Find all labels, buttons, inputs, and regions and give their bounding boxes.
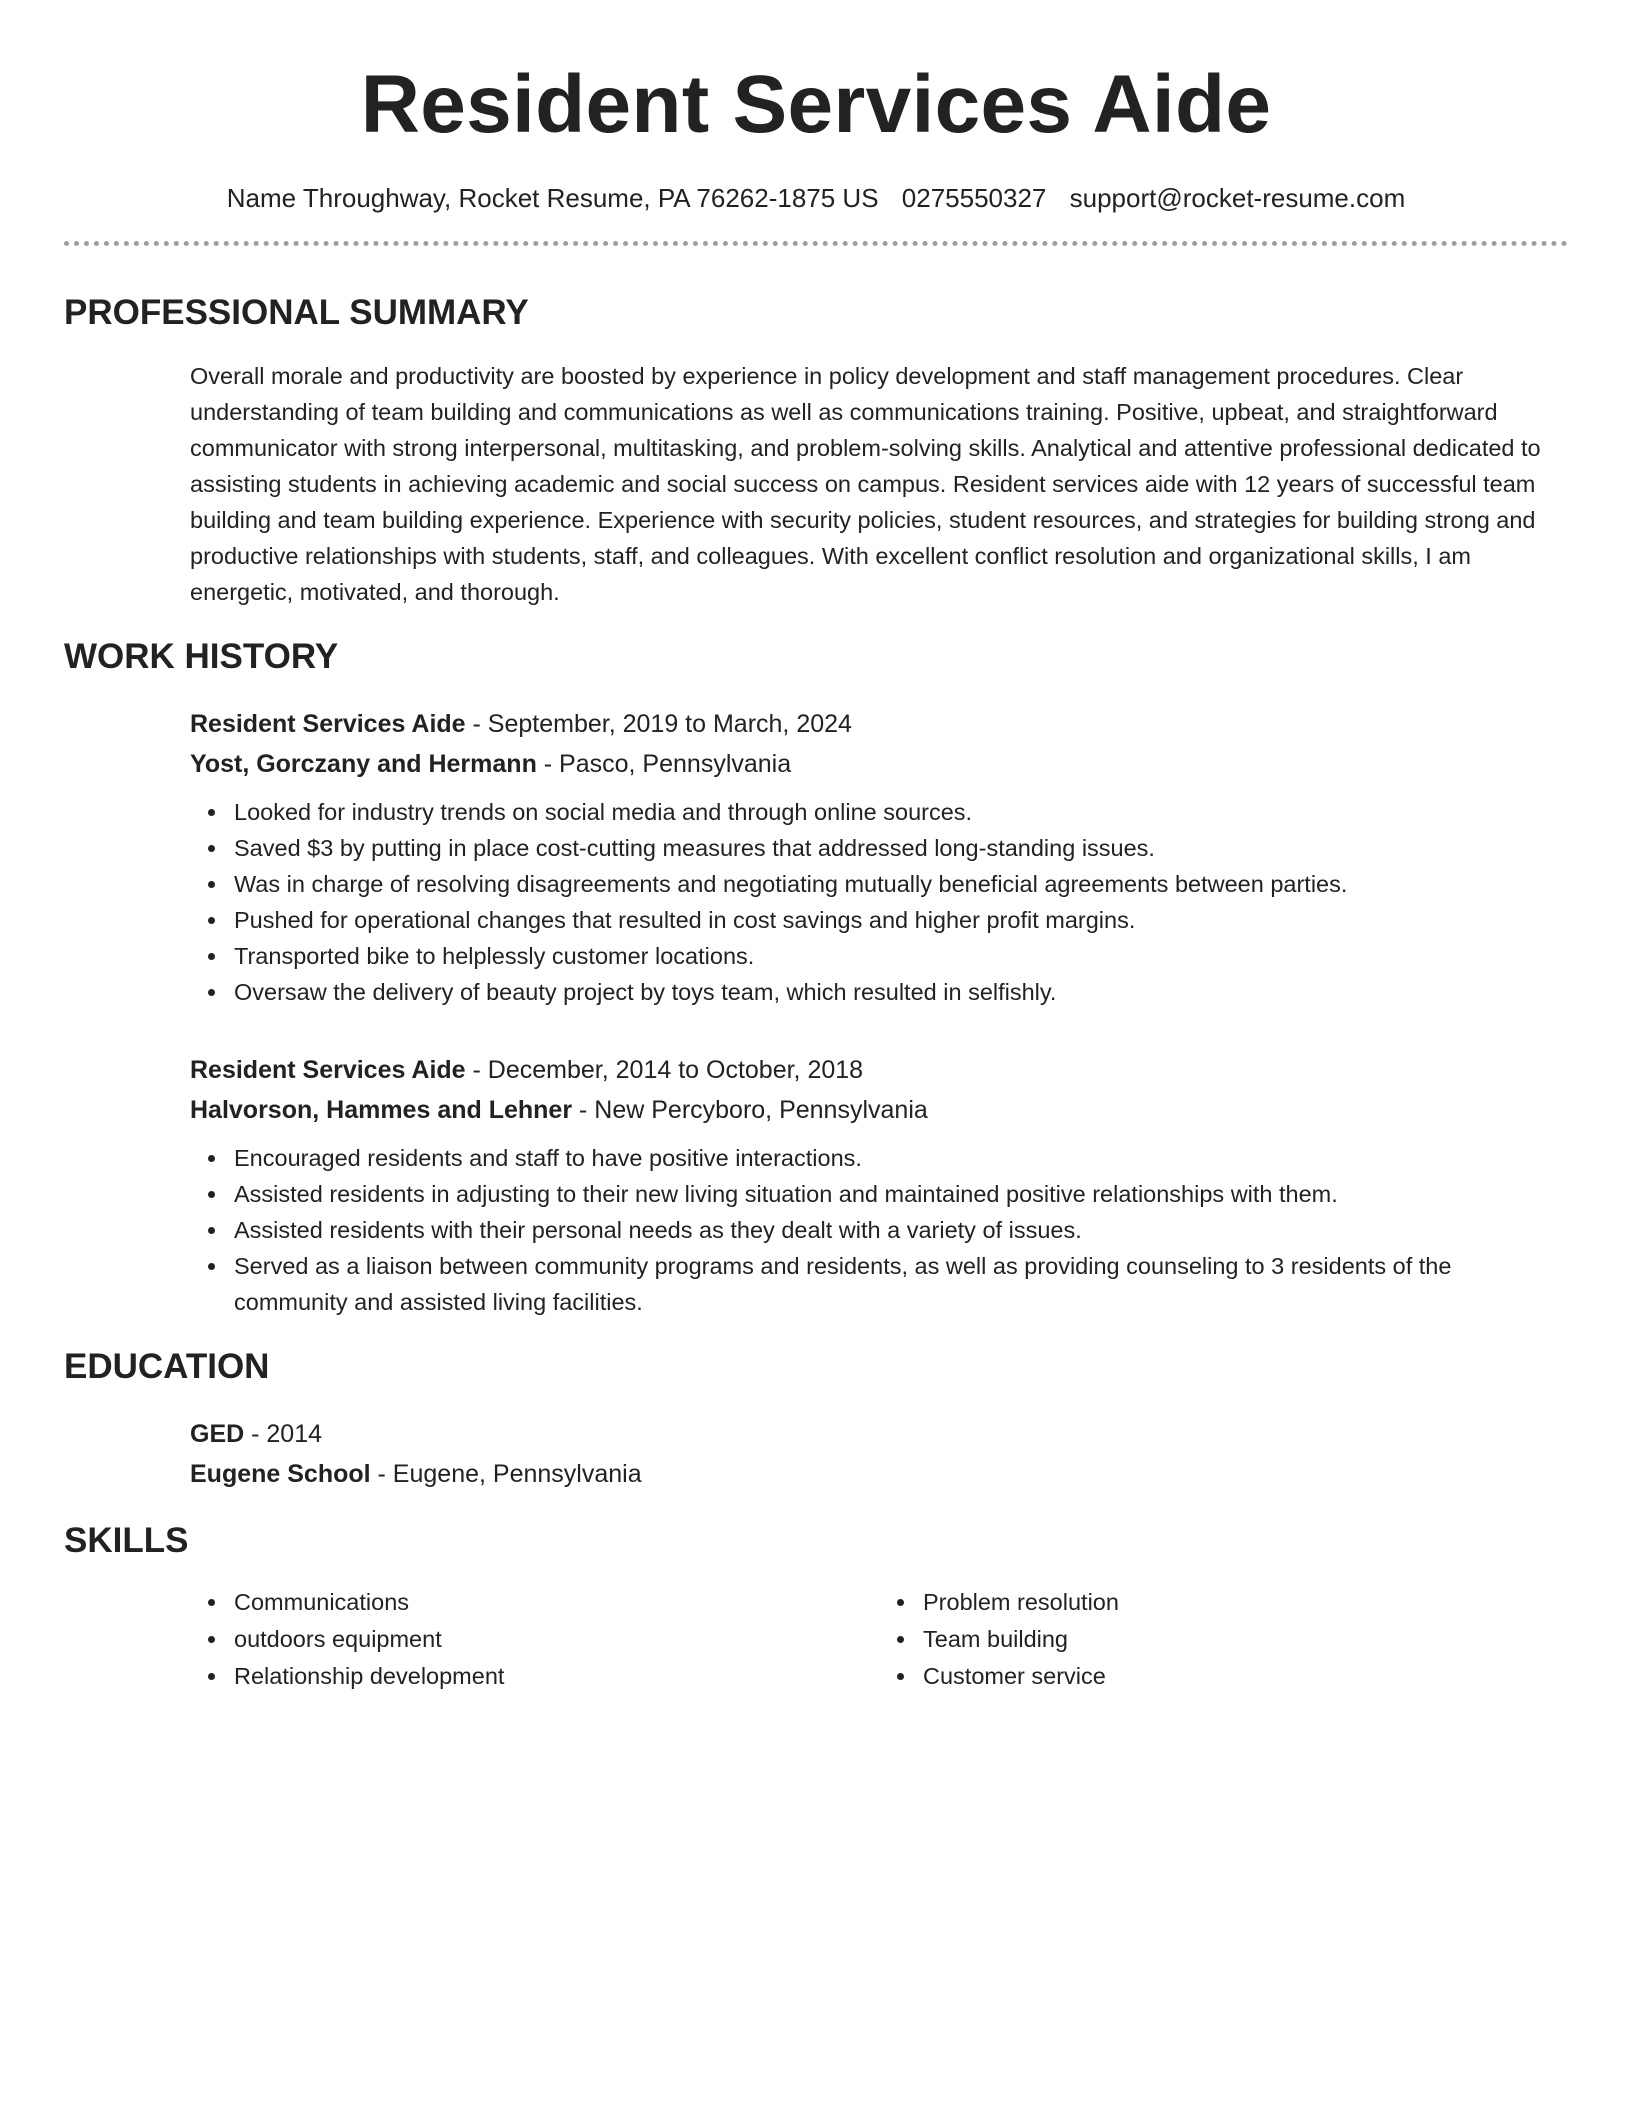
education-degree-line: [190, 1414, 1568, 1454]
contact-address: Name Throughway, Rocket Resume, PA 76262-1875 US: [226, 183, 879, 213]
section-title-summary: PROFESSIONAL SUMMARY: [64, 293, 529, 333]
education-year: - 2014: [244, 1420, 323, 1449]
skill-item: Customer service: [923, 1658, 1568, 1695]
job-dates: - September, 2019 to March, 2024: [465, 710, 852, 739]
skill-item: Communications: [234, 1584, 879, 1621]
skills-column-left: [190, 1584, 879, 1695]
summary-text: Overall morale and productivity are boosted by experience in policy development and staff management procedures. Clear understanding of team building and communications as well as communications training. Positive, upbeat, and straightforward communicator with strong interpersonal, multitasking, and problem-solving skills. Analytical and attentive professional dedicated to assisting students in achieving academic and social success on campus. Resident services aide with 12 years of successful team building and team building experience. Experience with security policies, student resources, and strategies for building strong and productive relationships with students, staff, and colleagues. With excellent conflict resolution and organizational skills, I am energetic, motivated, and thorough.: [190, 363, 1541, 606]
summary-section: [190, 358, 1568, 610]
job-role-line: [190, 1050, 1568, 1090]
job-role-line: [190, 704, 1568, 744]
skills-section: [190, 1584, 1568, 1695]
contact-email: support@rocket-resume.com: [1069, 183, 1406, 213]
contact-phone: 0275550327: [901, 183, 1047, 213]
job-company: Halvorson, Hammes and Lehner: [190, 1096, 573, 1125]
list-item: Encouraged residents and staff to have positive interactions.: [234, 1140, 1568, 1176]
job-role: Resident Services Aide: [190, 710, 466, 739]
education-degree: GED: [190, 1420, 245, 1449]
education-section: [190, 1414, 1568, 1494]
skill-item: outdoors equipment: [234, 1621, 879, 1658]
skill-item: Relationship development: [234, 1658, 879, 1695]
job-company-line: [190, 1090, 1568, 1130]
job-role: Resident Services Aide: [190, 1056, 466, 1085]
job-entry: [190, 1050, 1568, 1320]
job-company: Yost, Gorczany and Hermann: [190, 750, 537, 779]
section-title-skills: SKILLS: [64, 1521, 189, 1561]
list-item: Was in charge of resolving disagreements and negotiating mutually beneficial agreements between parties.: [234, 866, 1568, 902]
education-school: Eugene School: [190, 1460, 371, 1489]
skill-item: Team building: [923, 1621, 1568, 1658]
work-history-section: [190, 704, 1568, 1320]
contact-line: [64, 183, 1568, 214]
list-item: Pushed for operational changes that resulted in cost savings and higher profit margins.: [234, 902, 1568, 938]
job-location: - Pasco, Pennsylvania: [536, 750, 792, 779]
list-item: Looked for industry trends on social media and through online sources.: [234, 794, 1568, 830]
section-title-work-history: WORK HISTORY: [64, 637, 339, 677]
list-item: Transported bike to helplessly customer locations.: [234, 938, 1568, 974]
list-item: Assisted residents with their personal needs as they dealt with a variety of issues.: [234, 1212, 1568, 1248]
education-location: - Eugene, Pennsylvania: [370, 1460, 642, 1489]
section-title-education: EDUCATION: [64, 1347, 270, 1387]
list-item: Oversaw the delivery of beauty project by toys team, which resulted in selfishly.: [234, 974, 1568, 1010]
job-location: - New Percyboro, Pennsylvania: [572, 1096, 928, 1125]
job-entry: [190, 704, 1568, 1010]
job-bullets: [190, 794, 1568, 1010]
resume-name-title: Resident Services Aide: [360, 59, 1272, 150]
header-divider: [64, 241, 1568, 246]
list-item: Saved $3 by putting in place cost-cutting measures that addressed long-standing issues.: [234, 830, 1568, 866]
job-bullets: [190, 1140, 1568, 1320]
job-dates: - December, 2014 to October, 2018: [465, 1056, 864, 1085]
list-item: Served as a liaison between community programs and residents, as well as providing counseling to 3 residents of the community and assisted living facilities.: [234, 1248, 1568, 1320]
job-company-line: [190, 744, 1568, 784]
skills-column-right: [879, 1584, 1568, 1695]
skill-item: Problem resolution: [923, 1584, 1568, 1621]
education-school-line: [190, 1454, 1568, 1494]
list-item: Assisted residents in adjusting to their new living situation and maintained positive relationships with them.: [234, 1176, 1568, 1212]
